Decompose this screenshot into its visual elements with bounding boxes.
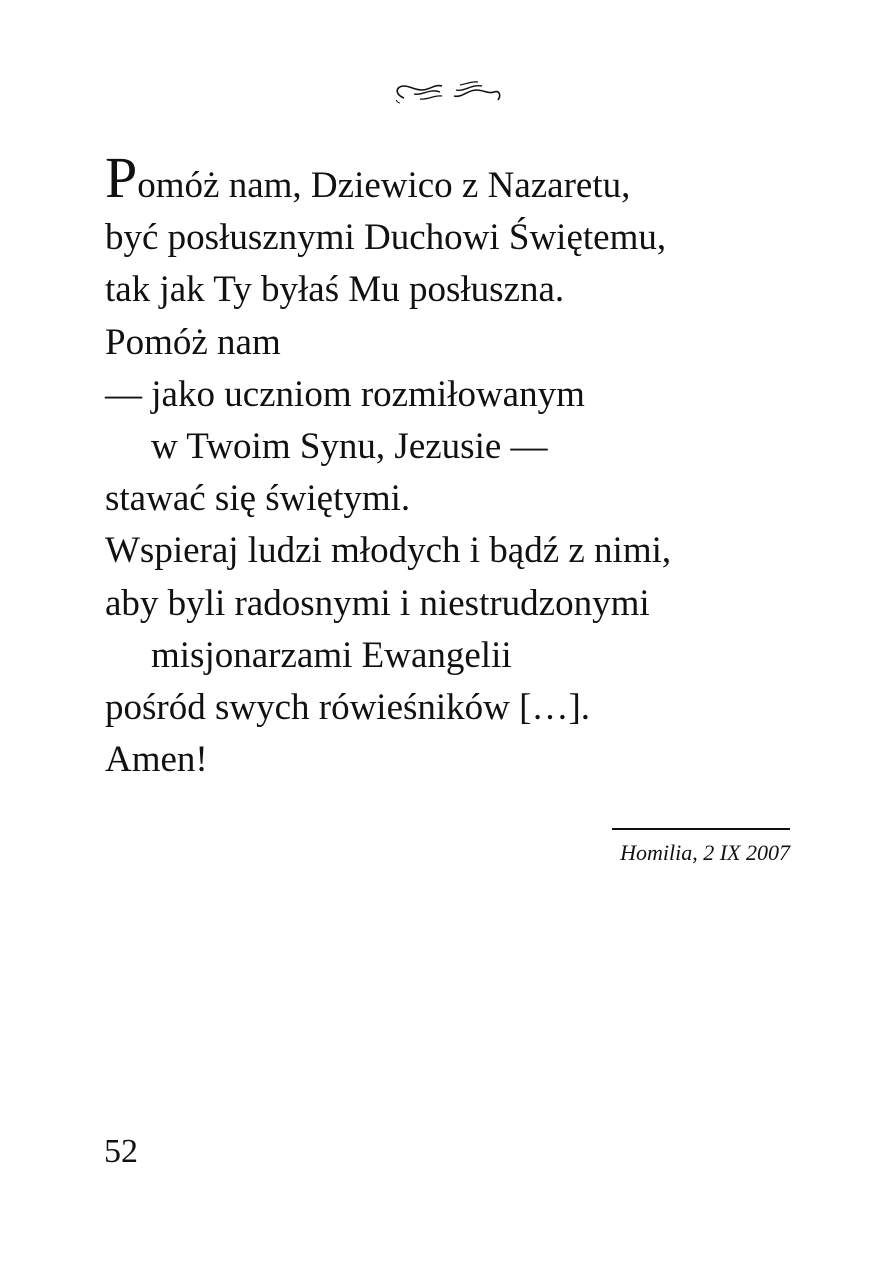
poem-line-4: Pomóż nam: [105, 321, 281, 363]
poem-line-10: misjonarzami Ewangelii: [151, 634, 512, 676]
poem-line-9: aby byli radosnymi i niestrudzonymi: [105, 582, 650, 624]
prayer-text: [105, 145, 865, 786]
poem-line-3: tak jak Ty byłaś Mu posłuszna.: [105, 269, 565, 311]
poem-line-1-text: omóż nam, Dziewico z Nazaretu,: [137, 165, 631, 206]
poem-line-5: — jako uczniom rozmiłowanym: [105, 373, 585, 415]
poem-line-7: stawać się świętymi.: [105, 478, 411, 520]
poem-line-12: Amen!: [105, 739, 208, 781]
flourish-ornament-icon: [390, 78, 506, 104]
source-divider: [612, 828, 790, 830]
poem-line-1: [105, 145, 865, 212]
drop-cap: P: [105, 145, 138, 210]
source-citation: Homilia, 2 IX 2007: [620, 840, 790, 865]
poem-line-11: pośród swych rówieśników […].: [105, 686, 591, 728]
poem-line-8: Wspieraj ludzi młodych i bądź z nimi,: [105, 530, 672, 572]
page-number: 52: [104, 1133, 138, 1170]
poem-line-2: być posłusznymi Duchowi Świętemu,: [105, 217, 667, 259]
poem-line-6: w Twoim Synu, Jezusie —: [151, 425, 548, 467]
